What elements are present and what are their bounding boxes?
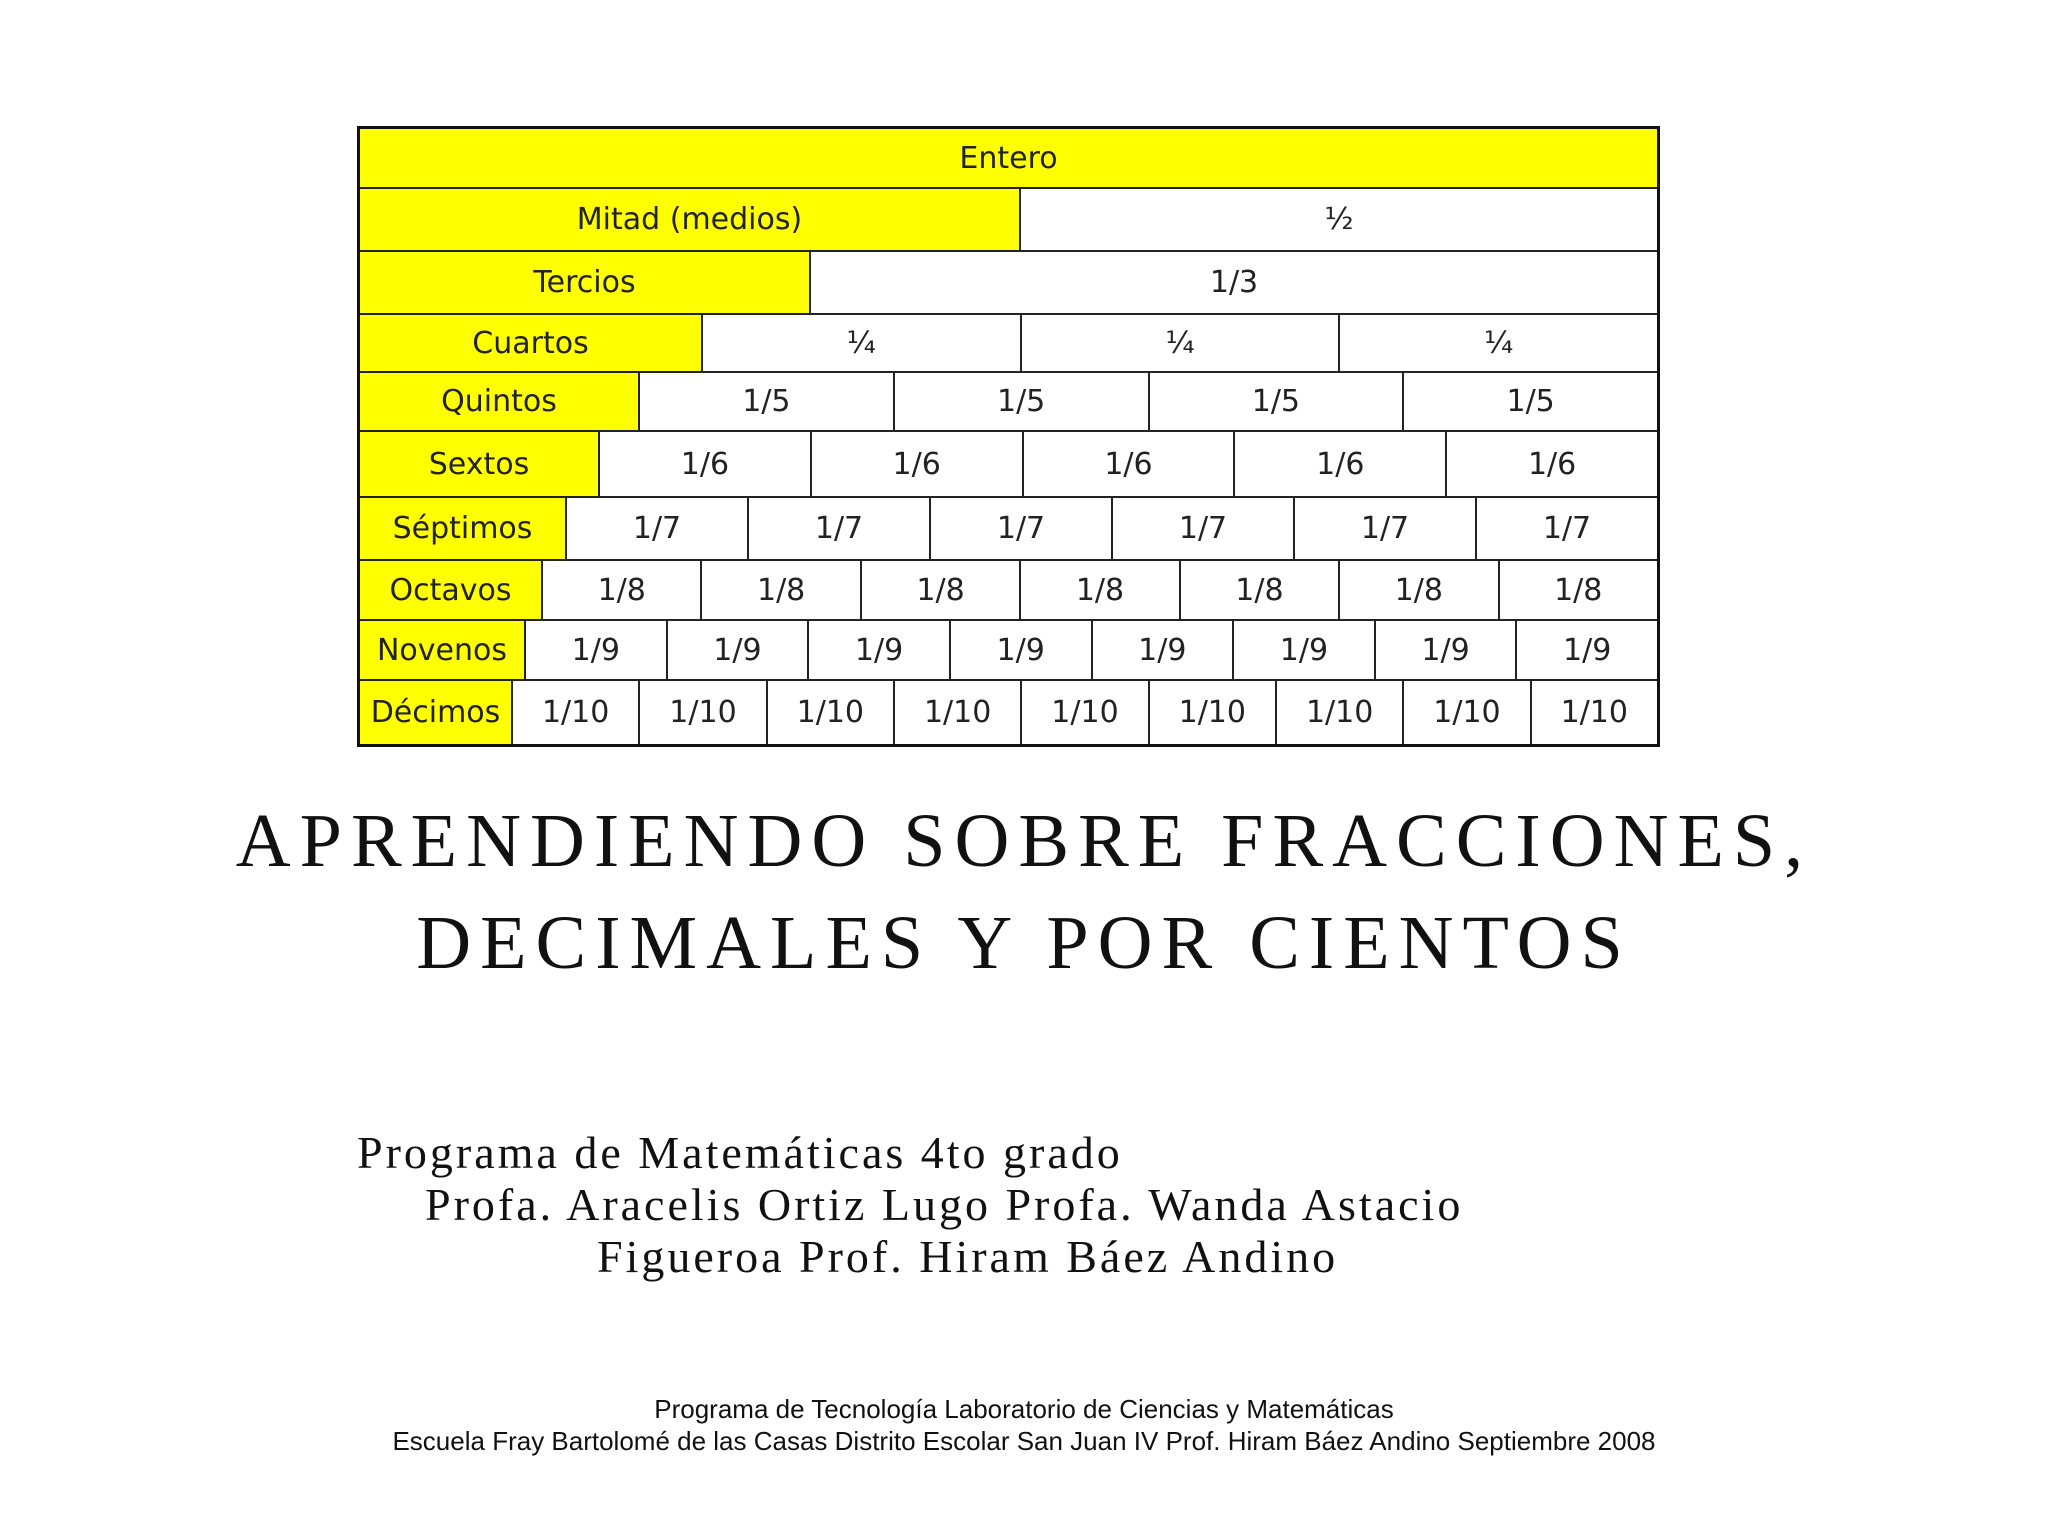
wall-row [360,129,1657,189]
fraction-wall [357,126,1660,747]
wall-row-label: Entero [360,129,1657,187]
fraction-piece: 1/10 [1022,681,1149,744]
credits-line-1: Programa de Matemáticas 4to grado [357,1127,1123,1178]
wall-row [360,561,1657,621]
wall-row [360,315,1657,373]
fraction-piece: 1/7 [749,498,931,559]
credits-line-2: Profa. Aracelis Ortiz Lugo Profa. Wanda Astacio [425,1179,1464,1230]
wall-row [360,498,1657,561]
fraction-piece: 1/10 [895,681,1022,744]
fraction-piece: 1/6 [600,432,812,496]
fraction-piece: 1/9 [1517,621,1657,679]
fraction-piece: 1/8 [1021,561,1180,619]
footer-line-2: Escuela Fray Bartolomé de las Casas Distrito Escolar San Juan IV Prof. Hiram Báez Andino Septiembre 2008 [392,1426,1656,1456]
fraction-piece: 1/6 [1024,432,1236,496]
fraction-piece: 1/5 [640,373,895,430]
wall-row [360,189,1657,252]
fraction-piece: 1/9 [809,621,951,679]
title-line-2: DECIMALES Y POR CIENTOS [416,901,1632,985]
footer-line-1: Programa de Tecnología Laboratorio de Ciencias y Matemáticas [654,1394,1394,1424]
wall-row [360,252,1657,315]
credits [320,1127,1720,1283]
wall-row-label: Octavos [360,561,543,619]
fraction-piece: 1/9 [1093,621,1235,679]
fraction-piece: ¼ [1022,315,1341,371]
fraction-piece: 1/9 [526,621,668,679]
fraction-piece: 1/7 [1477,498,1657,559]
fraction-piece: 1/9 [1234,621,1376,679]
fraction-piece: 1/7 [567,498,749,559]
fraction-piece: 1/5 [1150,373,1405,430]
wall-row-label: Cuartos [360,315,703,371]
title-line-1: APRENDIENDO SOBRE FRACCIONES, [235,799,1813,883]
fraction-piece: ¼ [703,315,1022,371]
fraction-piece: 1/8 [702,561,861,619]
wall-row-label: Sextos [360,432,600,496]
fraction-piece: 1/9 [1376,621,1518,679]
fraction-piece: 1/10 [1404,681,1531,744]
fraction-piece: 1/8 [543,561,702,619]
fraction-piece: 1/7 [1295,498,1477,559]
wall-row-label: Tercios [360,252,811,313]
fraction-piece: 1/10 [768,681,895,744]
fraction-piece: 1/5 [895,373,1150,430]
fraction-piece: 1/8 [1500,561,1657,619]
wall-row [360,373,1657,432]
wall-row-label: Séptimos [360,498,567,559]
fraction-piece: 1/6 [1447,432,1657,496]
fraction-piece: 1/8 [862,561,1021,619]
fraction-piece: 1/7 [1113,498,1295,559]
fraction-piece: 1/3 [811,252,1657,313]
fraction-piece: 1/9 [668,621,810,679]
fraction-piece: 1/9 [951,621,1093,679]
fraction-piece: 1/8 [1181,561,1340,619]
wall-row-label: Mitad (medios) [360,189,1021,250]
wall-row-label: Novenos [360,621,526,679]
wall-row [360,621,1657,681]
fraction-piece: 1/6 [1235,432,1447,496]
fraction-piece: ½ [1021,189,1657,250]
fraction-piece: 1/10 [1532,681,1657,744]
credits-line-3: Figueroa Prof. Hiram Báez Andino [597,1231,1339,1282]
fraction-piece: 1/6 [812,432,1024,496]
fraction-piece: 1/8 [1340,561,1499,619]
fraction-piece: 1/10 [1277,681,1404,744]
footer [0,1393,2048,1457]
fraction-piece: ¼ [1340,315,1657,371]
wall-row [360,681,1657,744]
fraction-piece: 1/7 [931,498,1113,559]
fraction-piece: 1/10 [640,681,767,744]
slide-title [0,790,2048,994]
fraction-piece: 1/10 [1150,681,1277,744]
wall-row [360,432,1657,498]
fraction-piece: 1/10 [513,681,640,744]
wall-row-label: Décimos [360,681,513,744]
wall-row-label: Quintos [360,373,640,430]
fraction-piece: 1/5 [1404,373,1657,430]
